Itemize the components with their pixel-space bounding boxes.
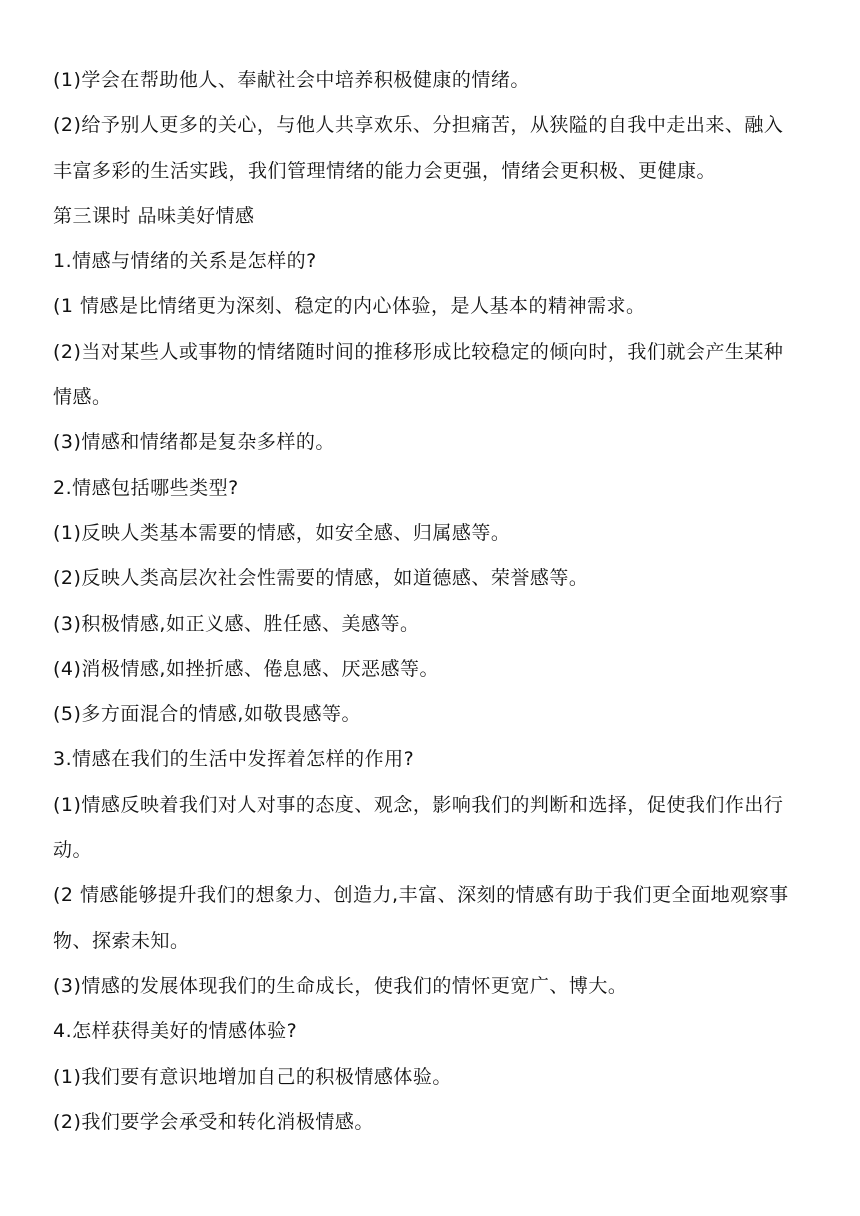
answer-2-4: (4)消极情感,如挫折感、倦息感、厌恶感等。 bbox=[53, 657, 439, 680]
text-line-2: (2)给予别人更多的关心，与他人共享欢乐、分担痛苦，从狭隘的自我中走出来、融入 bbox=[53, 114, 784, 137]
answer-1-2: (2)当对某些人或事物的情绪随时间的推移形成比较稳定的倾向时，我们就会产生某种 bbox=[53, 340, 784, 363]
lesson-heading: 第三课时 品味美好情感 bbox=[53, 204, 255, 227]
answer-2-3: (3)积极情感,如正义感、胜任感、美感等。 bbox=[53, 612, 420, 635]
answer-3-1-cont: 动。 bbox=[53, 839, 93, 862]
question-2: 2.情感包括哪些类型? bbox=[53, 476, 239, 499]
document-page bbox=[53, 58, 813, 1145]
answer-4-2: (2)我们要学会承受和转化消极情感。 bbox=[53, 1110, 374, 1133]
answer-2-2: (2)反映人类高层次社会性需要的情感，如道德感、荣誉感等。 bbox=[53, 567, 589, 590]
answer-1-3: (3)情感和情绪都是复杂多样的。 bbox=[53, 431, 335, 454]
text-line-3: 丰富多彩的生活实践，我们管理情绪的能力会更强，情绪会更积极、更健康。 bbox=[53, 159, 717, 182]
answer-2-5: (5)多方面混合的情感,如敬畏感等。 bbox=[53, 703, 361, 726]
answer-1-1: (1 情感是比情绪更为深刻、稳定的内心体验，是人基本的精神需求。 bbox=[53, 295, 646, 318]
answer-3-2: (2 情感能够提升我们的想象力、创造力,丰富、深刻的情感有助于我们更全面地观察事 bbox=[53, 884, 789, 907]
answer-4-1: (1)我们要有意识地增加自己的积极情感体验。 bbox=[53, 1065, 452, 1088]
question-1: 1.情感与情绪的关系是怎样的? bbox=[53, 250, 317, 273]
answer-2-1: (1)反映人类基本需要的情感，如安全感、归属感等。 bbox=[53, 521, 511, 544]
answer-3-3: (3)情感的发展体现我们的生命成长，使我们的情怀更宽广、博大。 bbox=[53, 974, 628, 997]
answer-3-1: (1)情感反映着我们对人对事的态度、观念，影响我们的判断和选择，促使我们作出行 bbox=[53, 793, 784, 816]
answer-3-2-cont: 物、探索未知。 bbox=[53, 929, 190, 952]
question-4: 4.怎样获得美好的情感体验? bbox=[53, 1020, 298, 1043]
question-3: 3.情感在我们的生活中发挥着怎样的作用? bbox=[53, 748, 415, 771]
answer-1-2-cont: 情感。 bbox=[53, 386, 112, 409]
text-line-1: (1)学会在帮助他人、奉献社会中培养积极健康的情绪。 bbox=[53, 69, 530, 91]
